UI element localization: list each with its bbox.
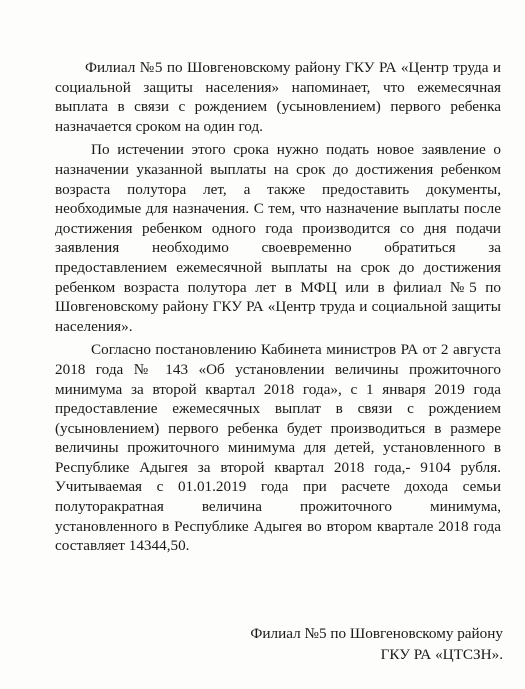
signature-line-branch: Филиал №5 по Шовгеновскому району [250, 625, 503, 642]
paragraph-reminder: Филиал №5 по Шовгеновскому району ГКУ РА «Центр труда и социальной защиты населения» напоминает, что ежемесячная выплата в связи с рождением (усыновлением) первого ребенка назначается сроком на один год. [55, 59, 501, 135]
signature-line-org: ГКУ РА «ЦТСЗН». [380, 646, 503, 663]
document-body [55, 58, 501, 556]
paragraph-reapply: По истечении этого срока нужно подать новое заявление о назначении указанной выплаты на срок до достижения ребенком возраста полутора лет, а также предоставить документы, необходимые для назначения. С тем, что назначение выплаты после достижения ребенком одного года производится со дня подачи заявления необходимо своевременно обратиться за предоставлением ежемесячной выплаты на срок до достижения ребенком возраста полутора лет в МФЦ или в филиал №5 по Шовгеновскому району ГКУ РА «Центр труда и социальной защиты населения». [55, 141, 501, 335]
signature-block [250, 623, 503, 665]
paragraph-resolution: Согласно постановлению Кабинета министров РА от 2 августа 2018 года № 143 «Об установлении величины прожиточного минимума за второй квартал 2018 года», с 1 января 2019 года предоставление ежемесячных выплат в связи с рождением (усыновлением) первого ребенка будет производиться в размере величины прожиточного минимума для детей, установленного в Республике Адыгея за второй квартал 2018 года,- 9104 рубля. Учитываемая с 01.01.2019 года при расчете дохода семьи полуторакратная величина прожиточного минимума, установленного в Республике Адыгея во втором квартале 2018 года составляет 14344,50. [55, 341, 501, 555]
